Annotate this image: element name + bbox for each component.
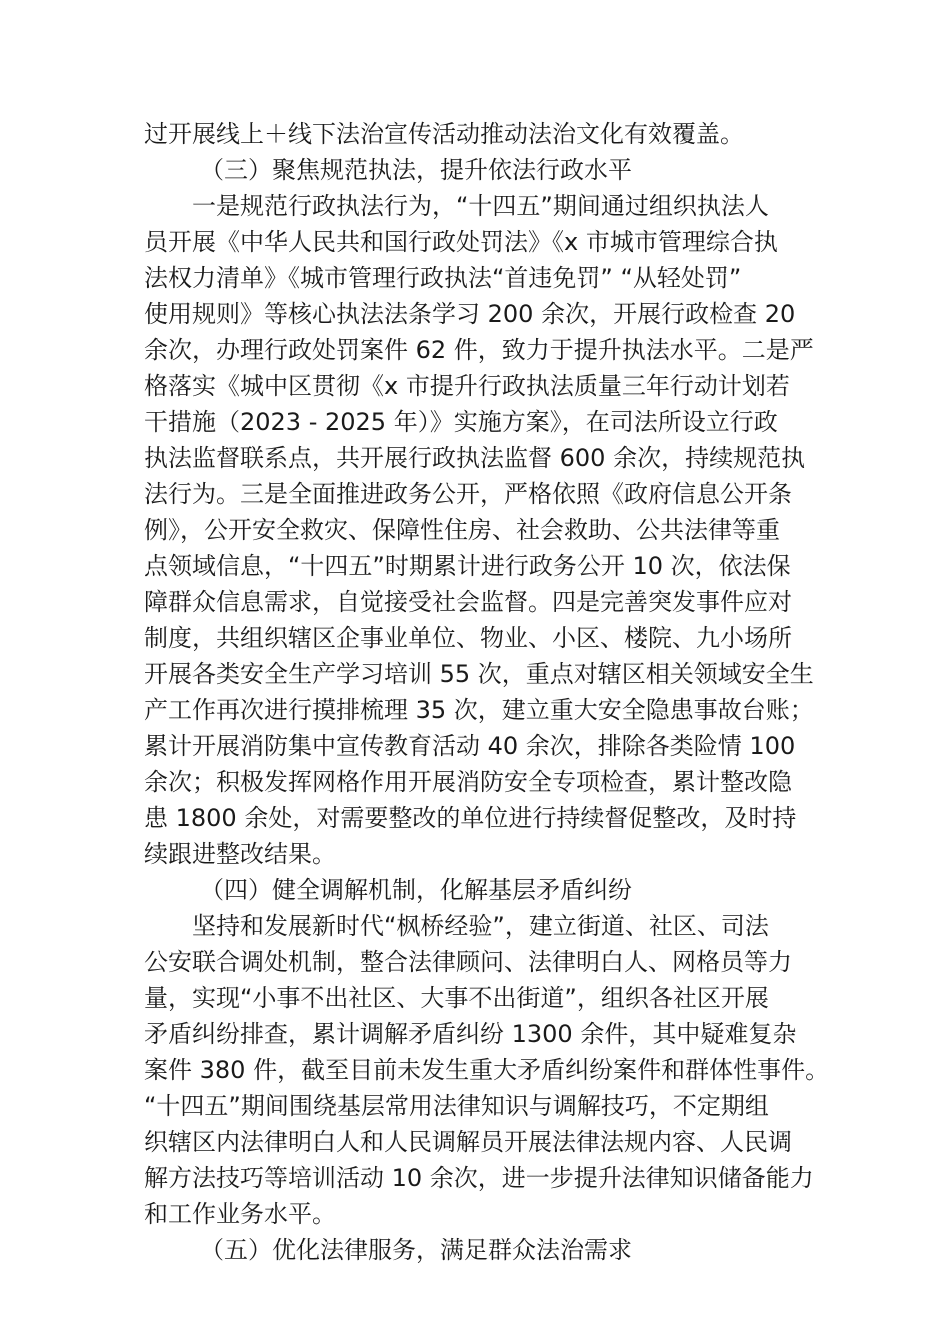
section-heading-5: （五）优化法律服务，满足群众法治需求 [200, 1236, 632, 1264]
paragraph-line: 法权力清单》《城市管理行政执法“首违免罚” “从轻处罚” [144, 264, 742, 292]
paragraph-line: 公安联合调处机制，整合法律顾问、法律明白人、网格员等力 [144, 948, 792, 976]
paragraph-line: “十四五”期间围绕基层常用法律知识与调解技巧，不定期组 [144, 1092, 769, 1120]
paragraph-line: 例》，公开安全救灾、保障性住房、社会救助、公共法律等重 [144, 516, 780, 544]
paragraph-line: 织辖区内法律明白人和人民调解员开展法律法规内容、人民调 [144, 1128, 792, 1156]
paragraph-line: 制度，共组织辖区企事业单位、物业、小区、楼院、九小场所 [144, 624, 792, 652]
paragraph-line: 格落实《城中区贯彻《x 市提升行政执法质量三年行动计划若 [144, 372, 790, 400]
paragraph-line: 和工作业务水平。 [144, 1200, 336, 1228]
paragraph-line: 员开展《中华人民共和国行政处罚法》《x 市城市管理综合执 [144, 228, 778, 256]
paragraph-line: 使用规则》等核心执法法条学习 200 余次，开展行政检查 20 [144, 300, 796, 328]
paragraph-line: 障群众信息需求，自觉接受社会监督。四是完善突发事件应对 [144, 588, 792, 616]
paragraph-line: 坚持和发展新时代“枫桥经验”，建立街道、社区、司法 [192, 912, 769, 940]
paragraph-line: 累计开展消防集中宣传教育活动 40 余次，排除各类险情 100 [144, 732, 796, 760]
paragraph-line: 续跟进整改结果。 [144, 840, 336, 868]
paragraph-line: 矛盾纠纷排查，累计调解矛盾纠纷 1300 余件，其中疑难复杂 [144, 1020, 797, 1048]
section-heading-4: （四）健全调解机制，化解基层矛盾纠纷 [200, 876, 632, 904]
paragraph-line: 点领域信息，“十四五”时期累计进行政务公开 10 次，依法保 [144, 552, 791, 580]
paragraph-line: 产工作再次进行摸排梳理 35 次，建立重大安全隐患事故台账； [144, 696, 814, 724]
paragraph-line: 过开展线上＋线下法治宣传活动推动法治文化有效覆盖。 [144, 120, 744, 148]
paragraph-line: 执法监督联系点，共开展行政执法监督 600 余次，持续规范执 [144, 444, 806, 472]
paragraph-line: 案件 380 件，截至目前未发生重大矛盾纠纷案件和群体性事件。 [144, 1056, 830, 1084]
paragraph-line: 患 1800 余处，对需要整改的单位进行持续督促整改，及时持 [144, 804, 797, 832]
paragraph-line: 一是规范行政执法行为，“十四五”期间通过组织执法人 [192, 192, 769, 220]
paragraph-line: 余次；积极发挥网格作用开展消防安全专项检查，累计整改隐 [144, 768, 792, 796]
paragraph-line: 量，实现“小事不出社区、大事不出街道”，组织各社区开展 [144, 984, 769, 1012]
paragraph-line: 法行为。三是全面推进政务公开，严格依照《政府信息公开条 [144, 480, 792, 508]
paragraph-line: 干措施（2023 - 2025 年）》实施方案》，在司法所设立行政 [144, 408, 778, 436]
section-heading-3: （三）聚焦规范执法，提升依法行政水平 [200, 156, 632, 184]
paragraph-line: 余次，办理行政处罚案件 62 件，致力于提升执法水平。二是严 [144, 336, 814, 364]
paragraph-line: 开展各类安全生产学习培训 55 次，重点对辖区相关领域安全生 [144, 660, 814, 688]
paragraph-line: 解方法技巧等培训活动 10 余次，进一步提升法律知识储备能力 [144, 1164, 814, 1192]
